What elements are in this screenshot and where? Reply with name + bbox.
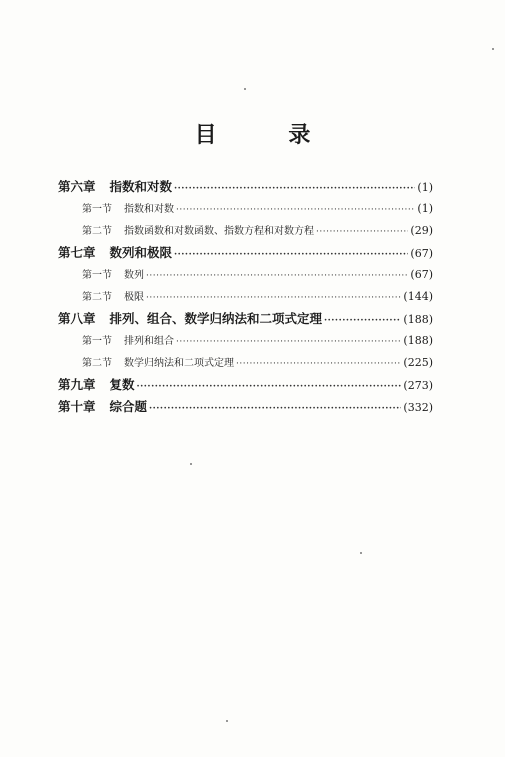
section-title: 指数函数和对数函数、指数方程和对数方程 [124, 226, 314, 237]
toc-chapter-6[interactable] [58, 176, 433, 198]
chapter-title: 指数和对数 [109, 179, 173, 194]
page-number: (29) [410, 224, 433, 237]
scan-speck [360, 552, 362, 554]
page-number: (1) [417, 202, 433, 215]
section-number: 第二节 [82, 292, 112, 303]
section-number: 第二节 [82, 358, 112, 369]
dot-leader [324, 310, 401, 332]
dot-leader [176, 199, 415, 221]
chapter-title: 排列、组合、数学归纳法和二项式定理 [109, 311, 323, 326]
page-number: (144) [403, 290, 433, 303]
chapter-number: 第七章 [58, 245, 96, 260]
page-number: (1) [417, 181, 433, 194]
section-number: 第一节 [82, 336, 112, 347]
scan-speck [244, 88, 246, 90]
section-title: 数列 [124, 270, 144, 281]
dot-leader [176, 331, 401, 353]
page-number: (67) [410, 247, 433, 260]
section-number: 第一节 [82, 204, 112, 215]
chapter-title: 数列和极限 [109, 245, 173, 260]
chapter-number: 第八章 [58, 311, 96, 326]
toc-chapter-7[interactable] [58, 242, 433, 264]
toc-section-6-2[interactable] [58, 220, 433, 242]
section-title: 极限 [124, 292, 144, 303]
table-of-contents [58, 176, 433, 418]
section-number: 第一节 [82, 270, 112, 281]
page-number: (332) [403, 401, 433, 414]
page-number: (273) [403, 379, 433, 392]
section-number: 第二节 [82, 226, 112, 237]
dot-leader [146, 265, 408, 287]
chapter-title: 综合题 [109, 399, 148, 414]
toc-section-8-2[interactable] [58, 352, 433, 374]
toc-chapter-8[interactable] [58, 308, 433, 330]
section-title: 数学归纳法和二项式定理 [124, 358, 234, 369]
dot-leader [137, 376, 402, 398]
page-number: (188) [403, 334, 433, 347]
chapter-number: 第六章 [58, 179, 96, 194]
dot-leader [316, 221, 408, 243]
page-number: (67) [410, 268, 433, 281]
scan-speck [492, 48, 494, 50]
toc-chapter-10[interactable] [58, 396, 433, 418]
scan-speck [190, 463, 192, 465]
scan-speck [226, 720, 228, 722]
section-title: 指数和对数 [124, 204, 174, 215]
dot-leader [146, 287, 401, 309]
dot-leader [149, 398, 401, 420]
toc-section-7-2[interactable] [58, 286, 433, 308]
section-title: 排列和组合 [124, 336, 174, 347]
dot-leader [174, 178, 415, 200]
page-title: 目 录 [194, 122, 343, 148]
toc-section-8-1[interactable] [58, 330, 433, 352]
toc-section-6-1[interactable] [58, 198, 433, 220]
dot-leader [174, 244, 408, 266]
dot-leader [236, 353, 401, 375]
page-number: (188) [403, 313, 433, 326]
page-number: (225) [403, 356, 433, 369]
toc-chapter-9[interactable] [58, 374, 433, 396]
chapter-title: 复数 [109, 377, 135, 392]
chapter-number: 第十章 [58, 399, 96, 414]
toc-section-7-1[interactable] [58, 264, 433, 286]
chapter-number: 第九章 [58, 377, 96, 392]
